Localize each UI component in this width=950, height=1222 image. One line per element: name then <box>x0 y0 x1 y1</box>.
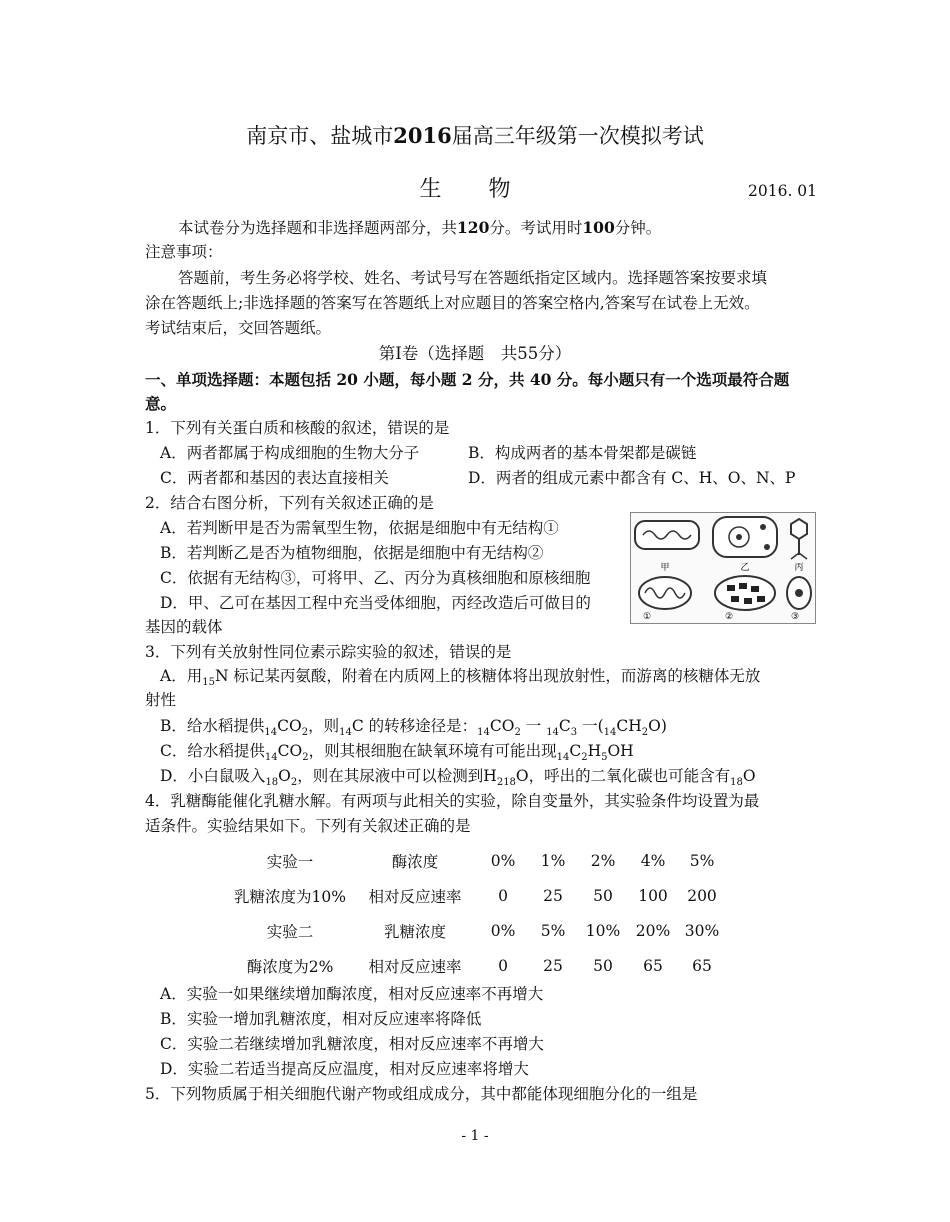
table-cell: 25 <box>543 956 563 975</box>
option-c: C．实验二若继续增加乳糖浓度，相对反应速率不再增大 <box>160 1035 544 1053</box>
label-structure-2: ② <box>725 612 734 622</box>
part-heading: 意。 <box>145 394 177 413</box>
table-cell: 实验一 <box>266 852 314 871</box>
option-a: A．两者都属于构成细胞的生物大分子 <box>160 444 420 462</box>
label-structure-1: ① <box>643 612 652 622</box>
phage-fibers <box>791 553 807 559</box>
thylakoid <box>751 586 759 592</box>
table-cell: 乳糖浓度为10% <box>234 887 346 906</box>
option-b: B．若判断乙是否为植物细胞，依据是细胞中有无结构② <box>160 544 544 562</box>
option-d: D．甲、乙可在基因工程中充当受体细胞，丙经改造后可做目的 <box>160 594 591 612</box>
table-cell: 10% <box>585 921 621 940</box>
experiment-table <box>230 843 724 983</box>
table-cell: 4% <box>640 851 666 870</box>
table-cell: 0 <box>498 956 508 975</box>
exam-title: 南京市、盐城市2016届高三年级第一次模拟考试 <box>246 123 704 148</box>
cell-structure-figure <box>630 512 816 624</box>
table-row <box>230 948 724 983</box>
cell-figure-svg <box>631 513 815 623</box>
option-c: C．给水稻提供$_{14}CO_2$，则其根细胞在缺氧环境有可能出现$_{14}C_2H_5OH$ <box>160 742 634 764</box>
question-stem: 2．结合右图分析，下列有关叙述正确的是 <box>145 494 434 512</box>
label-structure-3: ③ <box>791 612 800 622</box>
table-cell: 相对反应速率 <box>368 957 462 976</box>
table-cell: 5% <box>540 921 566 940</box>
table-cell: 酶浓度为2% <box>246 957 334 976</box>
question-stem: 3．下列有关放射性同位素示踪实验的叙述，错误的是 <box>145 643 512 661</box>
option-b: B．实验一增加乳糖浓度，相对反应速率将降低 <box>160 1010 482 1028</box>
option-d: D．小白鼠吸入$_{18}O_2$，则在其尿液中可以检测到$H_{218}O$，呼出的二氧化碳也可能含有$_{18}$O <box>160 767 756 789</box>
question-stem-continued: 适条件。实验结果如下。下列有关叙述正确的是 <box>145 817 471 835</box>
phage-head <box>791 519 807 539</box>
table-cell: 200 <box>687 886 717 905</box>
table-cell: 1% <box>540 851 566 870</box>
thylakoid <box>731 596 739 602</box>
table-row <box>230 878 724 913</box>
table-cell: 65 <box>643 956 663 975</box>
question-stem: 4．乳糖酶能催化乳糖水解。有两项与此相关的实验，除自变量外，其实验条件均设置为最 <box>145 792 760 810</box>
table-row <box>230 843 724 878</box>
table-cell: 100 <box>638 886 668 905</box>
thylakoid <box>727 585 735 591</box>
table-cell: 30% <box>684 921 720 940</box>
nucleolus-shape <box>736 534 742 540</box>
label-yi: 乙 <box>740 563 750 573</box>
table-cell: 酶浓度 <box>391 852 439 871</box>
option-a: A．实验一如果继续增加酶浓度，相对反应速率不再增大 <box>160 985 544 1003</box>
table-cell: 50 <box>593 886 613 905</box>
notice-label: 注意事项： <box>145 243 223 261</box>
table-cell: 0% <box>490 921 516 940</box>
table-cell: 25 <box>543 886 563 905</box>
notice-text: 涂在答题纸上;非选择题的答案写在答题纸上对应题目的答案空格内,答案写在试卷上无效。 <box>145 294 760 312</box>
section-title: 第Ⅰ卷（选择题 共55分） <box>378 344 572 363</box>
thylakoid <box>757 596 765 602</box>
table-cell: 实验二 <box>266 922 314 941</box>
notice-text: 答题前，考生务必将学校、姓名、考试号写在答题纸指定区域内。选择题答案按要求填 <box>178 269 768 287</box>
label-bing: 丙 <box>794 563 804 573</box>
thylakoid <box>744 598 752 604</box>
subject-title: 生 物 <box>419 177 531 202</box>
chloroplast-shape <box>715 576 775 610</box>
table-cell: 20% <box>635 921 671 940</box>
table-cell: 50 <box>593 956 613 975</box>
option-d: D．实验二若适当提高反应温度，相对反应速率将增大 <box>160 1060 529 1078</box>
table-cell: 5% <box>689 851 715 870</box>
notice-text: 考试结束后，交回答题纸。 <box>145 319 332 337</box>
table-cell: 0 <box>498 886 508 905</box>
exam-date: 2016. 01 <box>748 182 818 200</box>
option-a: A．用$_{15}$N 标记某丙氨酸，附着在内质网上的核糖体将出现放射性，而游离的核糖体无放 <box>160 667 761 689</box>
option-b: B．给水稻提供$_{14}CO_2$，则$_{14}$C 的转移途径是：$_{14}CO_2$ 一 $_{14}C_3$ 一$(_{14}CH_2O)$ <box>160 717 667 739</box>
table-row <box>230 913 724 948</box>
option-a: A．若判断甲是否为需氧型生物，依据是细胞中有无结构① <box>160 519 559 537</box>
question-stem: 5．下列物质属于相关细胞代谢产物或组成成分，其中都能体现细胞分化的一组是 <box>145 1085 698 1103</box>
organelle-dot <box>760 524 766 530</box>
table-cell: 乳糖浓度 <box>383 922 446 941</box>
intro-line: 本试卷分为选择题和非选择题两部分，共120分。考试用时100分钟。 <box>178 218 662 237</box>
question-stem: 1．下列有关蛋白质和核酸的叙述，错误的是 <box>145 419 450 437</box>
table-cell: 2% <box>590 851 616 870</box>
table-cell: 65 <box>692 956 712 975</box>
part-heading: 一、单项选择题：本题包括 20 小题，每小题 2 分，共 40 分。每小题只有一个选项最符合题 <box>145 370 790 389</box>
option-c: C．两者都和基因的表达直接相关 <box>160 469 389 487</box>
chromatin-dot <box>795 589 803 597</box>
table-cell: 0% <box>490 851 516 870</box>
option-b: B．构成两者的基本骨架都是碳链 <box>468 444 697 462</box>
label-jia: 甲 <box>660 563 670 573</box>
option-d-continued: 基因的载体 <box>145 618 223 636</box>
option-d: D．两者的组成元素中都含有 C、H、O、N、P <box>468 469 796 487</box>
option-a-continued: 射性 <box>145 691 177 709</box>
table-cell: 相对反应速率 <box>368 887 462 906</box>
page-number: - 1 - <box>461 1128 489 1144</box>
organelle-dot <box>764 544 770 550</box>
thylakoid <box>739 583 747 589</box>
option-c: C．依据有无结构③，可将甲、乙、丙分为真核细胞和原核细胞 <box>160 569 591 587</box>
